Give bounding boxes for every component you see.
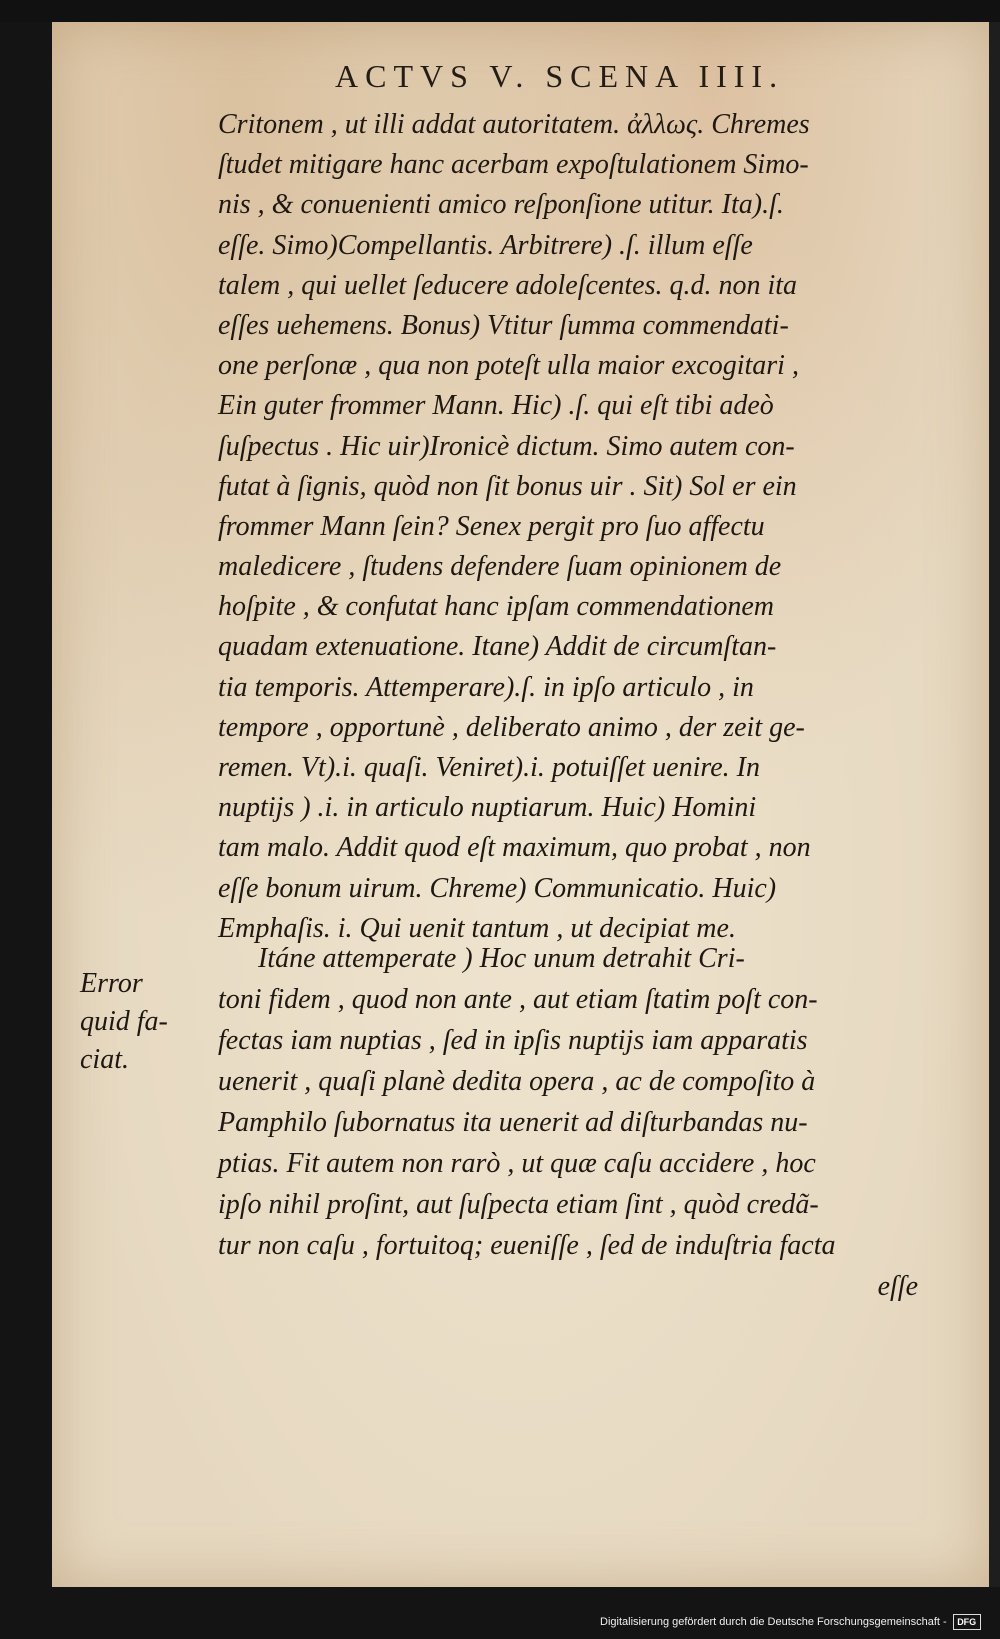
scan-right-edge [989,22,1000,1587]
text-line: toni fidem , quod non ante , aut etiam ſtatim poſt con- [218,984,818,1015]
text-line: tur non caſu , fortuitoq; eueniſſe , ſed de induſtria facta [218,1230,836,1261]
scan-top-border [0,0,1000,22]
running-header: ACTVS V. SCENA IIII. [335,58,785,94]
commentary-paragraph [218,105,918,949]
text-line: nuptijs ) .i. in articulo nuptiarum. Huic) Homini [218,792,757,824]
text-line: frommer Mann ſein? Senex pergit pro ſuo affectu [218,510,765,542]
margin-note-line: ciat. [80,1044,129,1075]
text-line: Ein guter frommer Mann. Hic) .ſ. qui eſt tibi adeò [218,390,774,422]
text-line: ptias. Fit autem non rarò , ut quæ caſu accidere , hoc [218,1148,816,1179]
text-line: ſtudet mitigare hanc acerbam expoſtulationem Simo- [218,149,809,181]
text-line: tempore , opportunè , deliberato animo , der zeit ge- [218,711,805,743]
text-line: eſſe. Simo)Compellantis. Arbitrere) .ſ. illum eſſe [218,229,753,261]
text-line: Emphaſis. i. Qui uenit tantum , ut decipiat me. [218,912,736,944]
text-line: quadam extenuatione. Itane) Addit de circumſtan- [218,631,777,663]
dfg-logo: DFG [953,1614,981,1630]
text-line: Pamphilo ſubornatus ita uenerit ad diſturbandas nu- [218,1107,808,1138]
digitization-credit [600,1611,981,1633]
credit-text: Digitalisierung gefördert durch die Deutsche Forschungsgemeinschaft - [600,1616,947,1628]
text-line: eſſe bonum uirum. Chreme) Communicatio. Huic) [218,872,777,904]
margin-note [80,965,210,1079]
text-line: uenerit , quaſi planè dedita opera , ac de compoſito à [218,1066,816,1097]
text-line: eſſes uehemens. Bonus) Vtitur ſumma commendati- [218,309,789,341]
text-line: eſſe [877,1271,918,1302]
text-line: Itáne attemperate ) Hoc unum detrahit Cri- [258,943,745,974]
text-line: maledicere , ſtudens defendere ſuam opinionem de [218,551,782,583]
text-line: fectas iam nuptias , ſed in ipſis nuptijs iam apparatis [218,1025,808,1056]
commentary-paragraph-2 [218,938,918,1307]
text-line: Critonem , ut illi addat autoritatem. ἀλλως. Chremes [218,109,810,140]
margin-note-line: Error [80,968,143,999]
text-line: ſuſpectus . Hic uir)Ironicè dictum. Simo autem con- [218,430,795,462]
text-line: tam malo. Addit quod eſt maximum, quo probat , non [218,832,811,864]
text-line: nis , & conuenienti amico reſponſione utitur. Ita).ſ. [218,189,784,221]
text-line: one perſonæ , qua non poteſt ulla maior excogitari , [218,350,799,382]
text-line: tia temporis. Attemperare).ſ. in ipſo articulo , in [218,671,754,703]
text-line: futat à ſignis, quòd non ſit bonus uir . Sit) Sol er ein [218,470,797,502]
text-line: ipſo nihil proſint, aut ſuſpecta etiam ſint , quòd credã- [218,1189,819,1220]
text-line: hoſpite , & confutat hanc ipſam commendationem [218,591,775,623]
text-line: remen. Vt).i. quaſi. Veniret).i. potuiſſet uenire. In [218,752,760,783]
text-line: talem , qui uellet ſeducere adoleſcentes. q.d. non ita [218,269,798,301]
margin-note-line: quid fa- [80,1006,168,1037]
